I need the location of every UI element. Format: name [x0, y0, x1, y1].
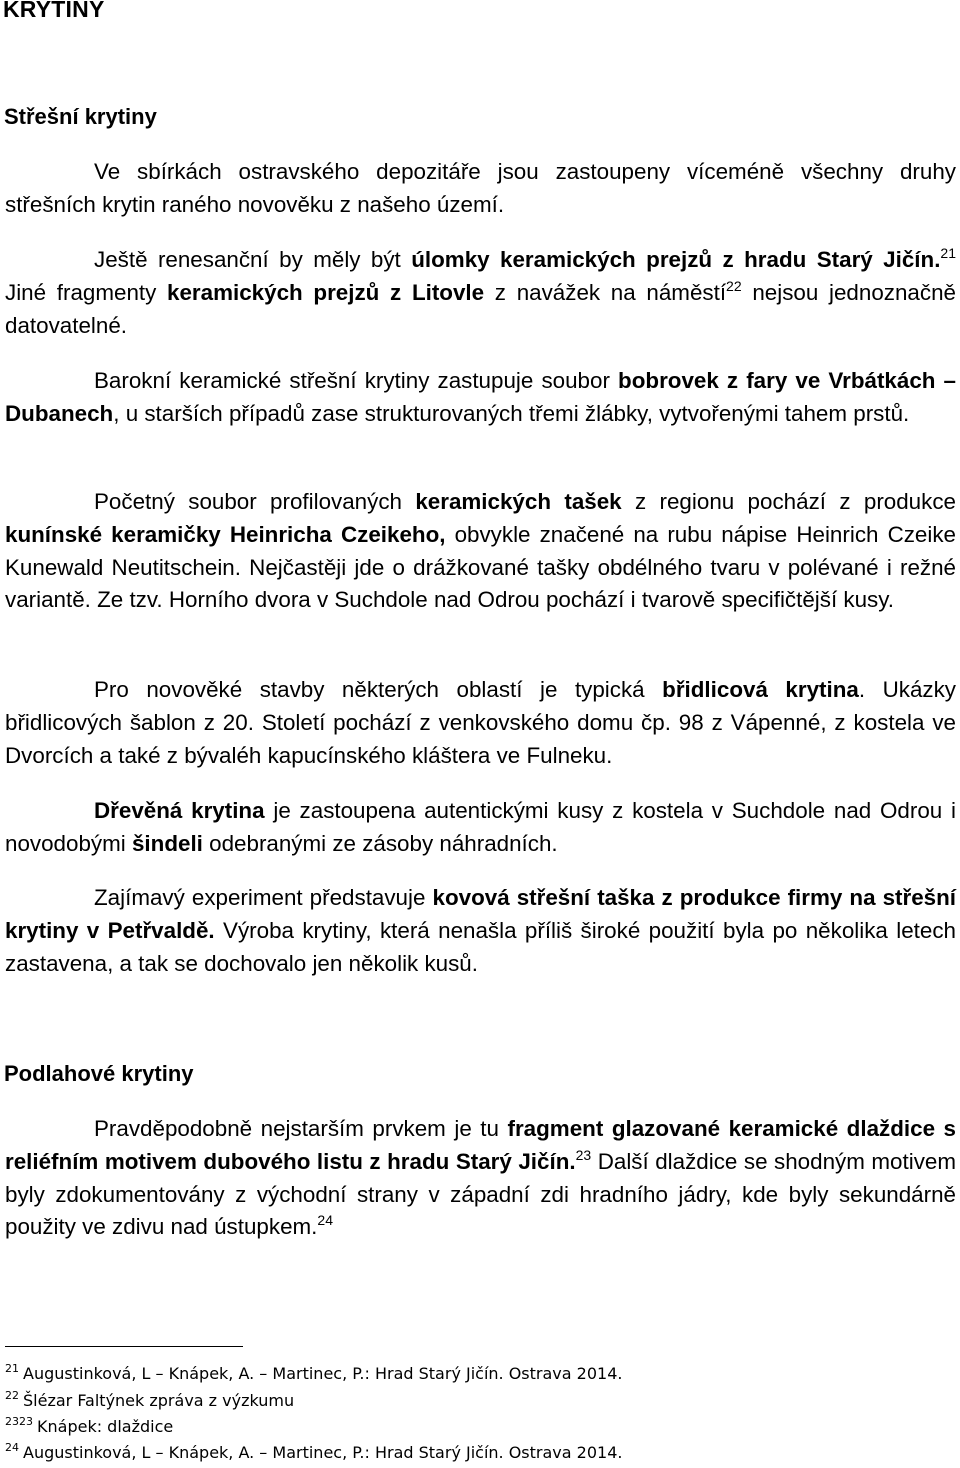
- footnote-ref: 21: [940, 245, 956, 261]
- footnote: $^{22}$ Šlézar Faltýnek zpráva z výzkumu: [5, 1389, 295, 1410]
- footnote-ref: 23: [575, 1146, 592, 1163]
- section-heading-roof: Střešní krytiny: [4, 104, 157, 129]
- footnote-divider: [5, 1346, 243, 1347]
- footnote: $^{2323}$ Knápek: dlaždice: [5, 1415, 174, 1436]
- paragraph: Ještě renesanční by měly být úlomky keramických prejzů z hradu Starý Jičín.$^{21}$ Jiné fragmenty keramických prejzů z Litovle z navážek na náměstí$^{22}$ nejsou jednoznačně datovatelné.: [5, 245, 956, 338]
- page-title: KRYTINY: [3, 0, 105, 22]
- paragraph: Zajímavý experiment představuje kovová střešní taška z produkce firmy na střešní krytiny v Petřvaldě. Výroba krytiny, která nenašla příliš široké použití byla po několika letech zastavena, a tak se dochovalo jen několik kusů.: [5, 885, 956, 976]
- paragraph: Početný soubor profilovaných keramických tašek z regionu pochází z produkce kunínské keramičky Heinricha Czeikeho, obvykle značené na rubu nápise Heinrich Czeike Kunewald Neutitschein. Nejčastěji jde o drážkované tašky obdélného tvaru v polévané i režné variantě. Ze tzv. Horního dvora v Suchdole nad Odrou pochází i tvarově specifičtější kusy.: [5, 489, 957, 613]
- footnote: $^{24}$ Augustinková, L – Knápek, A. – Martinec, P.: Hrad Starý Jičín. Ostrava 2014.: [5, 1441, 623, 1462]
- footnote: $^{21}$ Augustinková, L – Knápek, A. – Martinec, P.: Hrad Starý Jičín. Ostrava 2014.: [5, 1362, 623, 1383]
- paragraph: Pro novověké stavby některých oblastí je typická břidlicová krytina. Ukázky břidlicových šablon z 20. Století pochází z venkovského domu čp. 98 z Vápenné, z kostela ve Dvorcích a také z býval​éh kapucínského kláštera ve Fulneku.: [5, 677, 956, 768]
- paragraph: Ve sbírkách ostravského depozitáře jsou zastoupeny víceméně všechny druhy střešních krytin raného novověku z našeho území.: [5, 159, 956, 217]
- paragraph: Pravděpodobně nejstarším prvkem je tu fragment glazované keramické dlaždice s reliéfním motivem dubového listu z hradu Starý Jičín.$^{23}$ Další dlaždice se shodným motivem byly zdokumentovány z východní strany v západní zdi hradního jádry, kde byly sekundárně použity ve zdivu nad ústupkem.$^{24}$: [5, 1116, 956, 1240]
- footnote-ref: 22: [726, 277, 742, 294]
- footnote-ref: 24: [317, 1212, 333, 1229]
- paragraph: Dřevěná krytina je zastoupena autentickými kusy z kostela v Suchdole nad Odrou i novodobými šindeli odebranými ze zásoby náhradních.: [5, 798, 956, 856]
- paragraph: Barokní keramické střešní krytiny zastupuje soubor bobrovek z fary ve Vrbátkách – Dubanech, u starších případů zase strukturovaných třemi žlábky, vytvořenými tahem prstů.: [5, 368, 957, 426]
- section-heading-floor: Podlahové krytiny: [4, 1061, 194, 1086]
